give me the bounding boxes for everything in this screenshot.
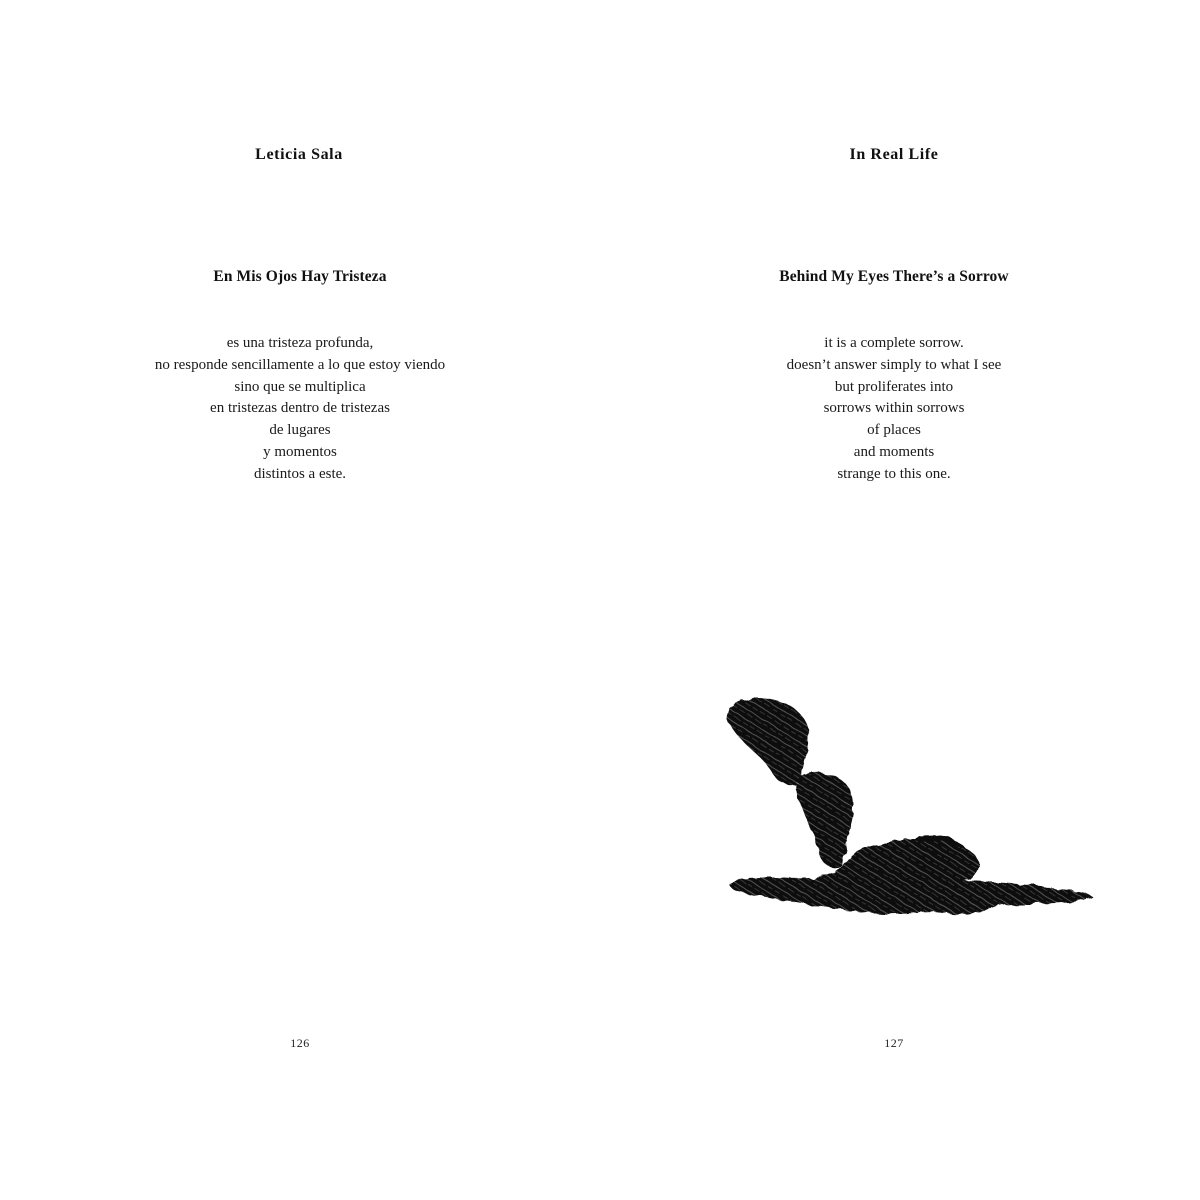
poem-line: y momentos <box>263 443 337 460</box>
page-number-right: 127 <box>884 1036 904 1050</box>
poem-stanza-english <box>594 333 1194 486</box>
poem-line: it is a complete sorrow. <box>824 335 964 351</box>
poem-line: no responde sencillamente a lo que estoy viendo <box>154 356 446 373</box>
poem-line: es una tristeza profunda, <box>226 335 374 351</box>
ink-figure-body <box>728 698 1092 914</box>
poem-line: of places <box>867 422 921 439</box>
poem-line: en tristezas dentro de tristezas <box>210 400 390 417</box>
poem-line: and moments <box>853 443 935 460</box>
poem-line: sino que se multiplica <box>234 378 366 395</box>
poem-title-english: Behind My Eyes There’s a Sorrow <box>779 268 1009 285</box>
poem-stanza-spanish <box>0 333 600 486</box>
page-number-left: 126 <box>290 1036 310 1050</box>
right-page <box>600 0 1200 1200</box>
poem-line: doesn’t answer simply to what I see <box>786 356 1002 373</box>
poem-line: but proliferates into <box>834 378 954 395</box>
poem-line: strange to this one. <box>837 465 951 482</box>
poem-line: distintos a este. <box>253 465 347 482</box>
poem-line: sorrows within sorrows <box>823 400 965 417</box>
poem-title-spanish: En Mis Ojos Hay Tristeza <box>213 268 387 285</box>
ink-bird-figure-icon <box>720 690 1100 930</box>
running-head-author: Leticia Sala <box>255 146 343 163</box>
running-head-book-title: In Real Life <box>849 146 939 163</box>
poem-line: de lugares <box>269 422 331 439</box>
